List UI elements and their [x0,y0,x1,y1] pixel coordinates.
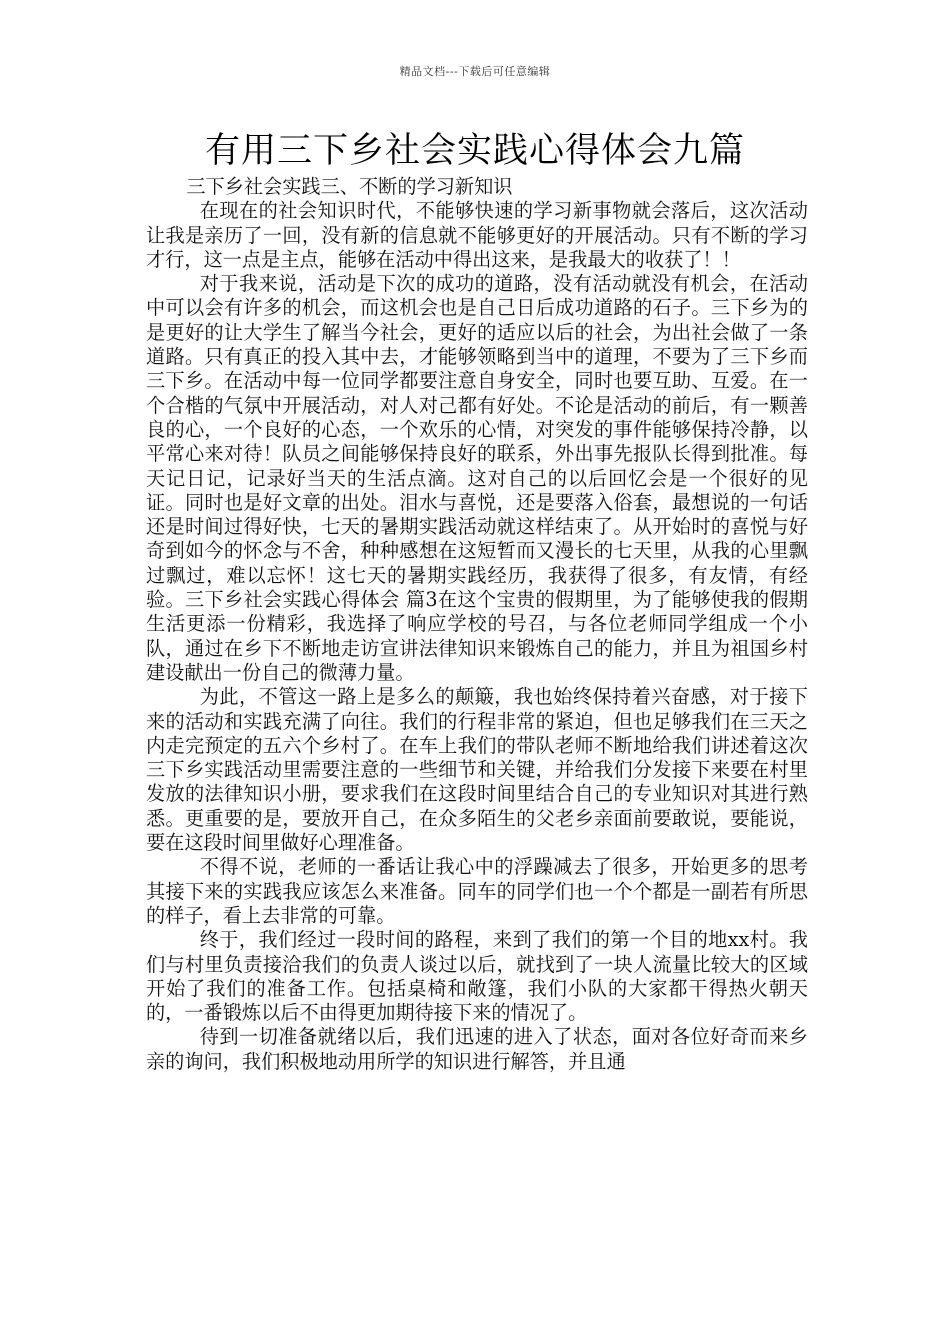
document-body [146,175,808,1074]
page-header: 精品文档---下载后可任意编辑 [399,65,551,78]
document-title: 有用三下乡社会实践心得体会九篇 [204,131,745,171]
section-subheading: 三下乡社会实践三、不断的学习新知识 [186,175,513,198]
body-paragraph: 为此，不管这一路上是多么的颠簸，我也始终保持着兴奋感，对于接下来的活动和实践充满了向往。我们的行程非常的紧迫，但也足够我们在三天之内走完预定的五六个乡村了。在车上我们的带队老师不断地给我们讲述着这次三下乡实践活动里需要注意的一些细节和关键，并给我们分发接下来要在村里发放的法律知识小册，要求我们在这段时间里结合自己的专业知识对其进行熟悉。更重要的是，要放开自己，在众多陌生的父老乡亲面前要敢说，要能说，要在这段时间里做好心理准备。 [146,685,808,855]
body-paragraph: 终于，我们经过一段时间的路程，来到了我们的第一个目的地xx村。我们与村里负责接洽我们的负责人谈过以后，就找到了一块人流量比较大的区域开始了我们的准备工作。包括桌椅和敞篷，我们小队的大家都干得热火朝天的，一番锻炼以后不由得更加期待接下来的情况了。 [146,928,808,1025]
body-paragraph: 对于我来说，活动是下次的成功的道路，没有活动就没有机会，在活动中可以会有许多的机会，而这机会也是自己日后成功道路的石子。三下乡为的是更好的让大学生了解当今社会，更好的适应以后的社会，为出社会做了一条道路。只有真正的投入其中去，才能够领略到当中的道理，不要为了三下乡而三下乡。在活动中每一位同学都要注意自身安全，同时也要互助、互爱。在一个合楷的气氛中开展活动，对人对己都有好处。不论是活动的前后，有一颗善良的心，一个良好的心态，一个欢乐的心情，对突发的事件能够保持冷静，以平常心来对待！队员之间能够保持良好的联系，外出事先报队长得到批准。每天记日记，记录好当天的生活点滴。这对自己的以后回忆会是一个很好的见证。同时也是好文章的出处。泪水与喜悦，还是要落入俗套，最想说的一句话还是时间过得好快，七天的暑期实践活动就这样结束了。从开始时的喜悦与好奇到如今的怀念与不舍，种种感想在这短暂而又漫长的七天里，从我的心里飘过飘过，难以忘怀！这七天的暑期实践经历，我获得了很多，有友情，有经验。三下乡社会实践心得体会 篇3在这个宝贵的假期里，为了能够使我的假期生活更添一份精彩，我选择了响应学校的号召，与各位老师同学组成一个小队，通过在乡下不断地走访宣讲法律知识来锻炼自己的能力，并且为祖国乡村建设献出一份自己的微薄力量。 [146,272,808,684]
body-paragraph: 在现在的社会知识时代，不能够快速的学习新事物就会落后，这次活动让我是亲历了一回，没有新的信息就不能够更好的开展活动。只有不断的学习才行，这一点是主点，能够在活动中得出这来，是我最大的收获了！！ [146,199,808,271]
body-paragraph: 待到一切准备就绪以后，我们迅速的进入了状态，面对各位好奇而来乡亲的询问，我们积极地动用所学的知识进行解答，并且通 [146,1025,808,1073]
body-paragraph: 不得不说，老师的一番话让我心中的浮躁减去了很多，开始更多的思考其接下来的实践我应该怎么来准备。同车的同学们也一个个都是一副若有所思的样子，看上去非常的可靠。 [146,855,808,927]
